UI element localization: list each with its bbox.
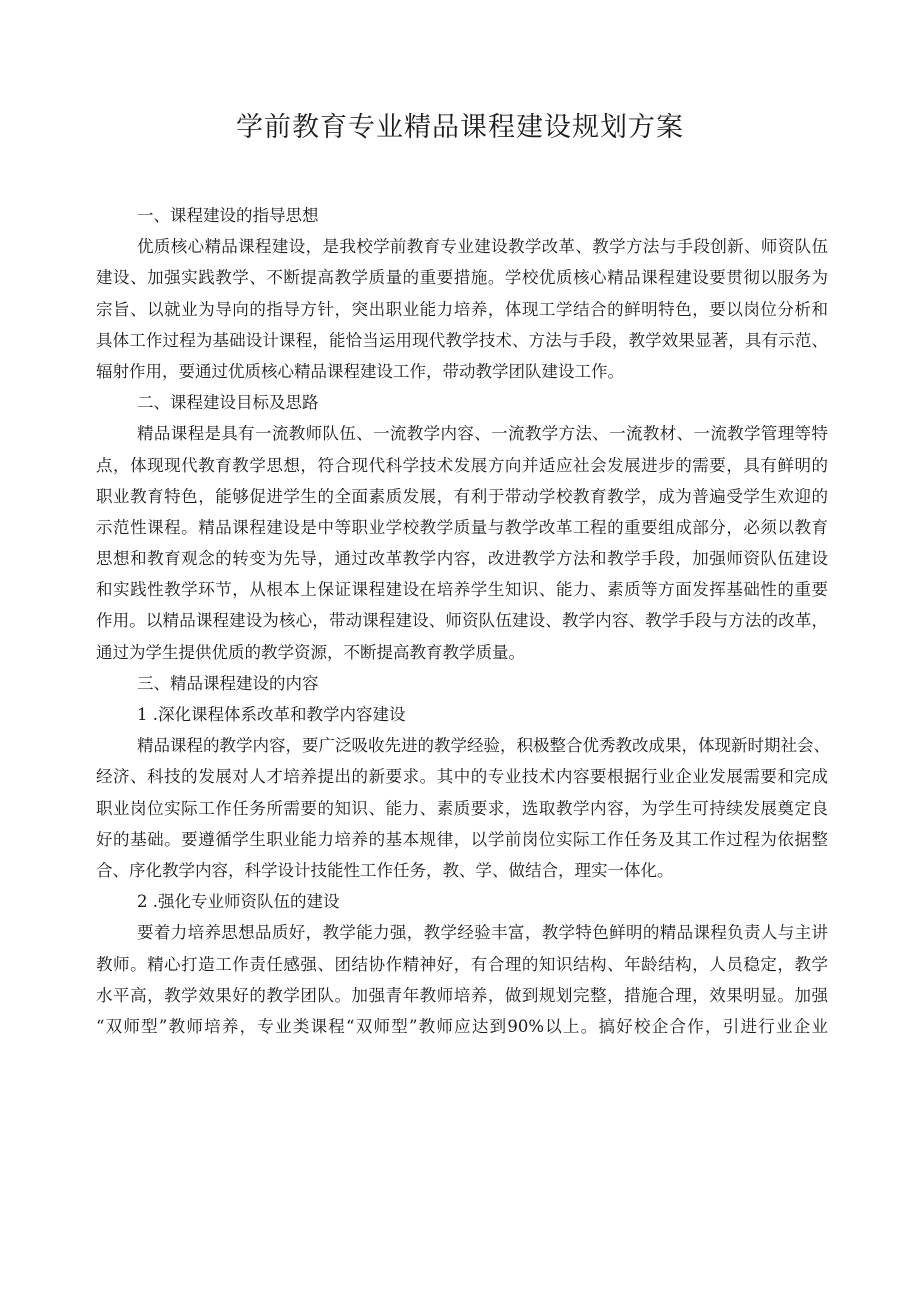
paragraph-line: 教师。精心打造工作责任感强、团结协作精神好，有合理的知识结构、年龄结构，人员稳定，教学: [96, 954, 828, 974]
section-heading: 一、课程建设的指导思想: [137, 206, 319, 225]
paragraph-line: 点，体现现代教育教学思想，符合现代科学技术发展方向并适应社会发展进步的需要，具有鲜明的: [96, 455, 828, 475]
document-title: 学前教育专业精品课程建设规划方案: [236, 112, 684, 143]
section-heading: 三、精品课程建设的内容: [137, 673, 319, 693]
paragraph-line: 水平高，教学效果好的教学团队。加强青年教师培养，做到规划完整，措施合理，效果明显。加强: [96, 985, 828, 1005]
paragraph-line: 作用。以精品课程建设为核心，带动课程建设、师资队伍建设、教学内容、教学手段与方法的改革，: [96, 611, 828, 631]
paragraph-line: 优质核心精品课程建设，是我校学前教育专业建设教学改革、教学方法与手段创新、师资队伍: [137, 237, 828, 257]
subsection-heading: 2 .强化专业师资队伍的建设: [137, 892, 340, 912]
paragraph-line: 通过为学生提供优质的教学资源，不断提高教育教学质量。: [96, 642, 525, 662]
subsection-heading: 1 .深化课程体系改革和教学内容建设: [137, 705, 406, 724]
paragraph-line: 和实践性教学环节，从根本上保证课程建设在培养学生知识、能力、素质等方面发挥基础性的重要: [96, 580, 828, 600]
paragraph-line: 思想和教育观念的转变为先导，通过改革教学内容，改进教学方法和教学手段，加强师资队伍建设: [96, 549, 828, 569]
paragraph-line: 好的基础。要遵循学生职业能力培养的基本规律，以学前岗位实际工作任务及其工作过程为依据整: [96, 829, 828, 849]
paragraph-line: 经济、科技的发展对人才培养提出的新要求。其中的专业技术内容要根据行业企业发展需要和完成: [96, 767, 828, 787]
section-heading: 二、课程建设目标及思路: [137, 393, 319, 413]
document-body: [96, 200, 828, 1042]
paragraph-line: 要着力培养思想品质好，教学能力强，教学经验丰富，教学特色鲜明的精品课程负责人与主讲: [137, 923, 828, 943]
paragraph-line: 职业教育特色，能够促进学生的全面素质发展，有利于带动学校教育教学，成为普遍受学生欢迎的: [96, 486, 828, 506]
paragraph-line: 职业岗位实际工作任务所需要的知识、能力、素质要求，选取教学内容，为学生可持续发展奠定良: [96, 798, 828, 818]
paragraph-line: 精品课程的教学内容，要广泛吸收先进的教学经验，积极整合优秀教改成果，体现新时期社会、: [137, 736, 830, 756]
paragraph-line: 辐射作用，要通过优质核心精品课程建设工作，带动教学团队建设工作。: [96, 361, 624, 381]
paragraph-line: 建设、加强实践教学、不断提高教学质量的重要措施。学校优质核心精品课程建设要贯彻以服务为: [96, 268, 828, 288]
paragraph-line: 示范性课程。精品课程建设是中等职业学校教学质量与教学改革工程的重要组成部分，必须以教育: [96, 517, 828, 537]
paragraph-line: 具体工作过程为基础设计课程，能恰当运用现代教学技术、方法与手段，教学效果显著，具有示范、: [96, 330, 828, 350]
paragraph-line: 精品课程是具有一流教师队伍、一流教学内容、一流教学方法、一流教材、一流教学管理等特: [137, 424, 828, 444]
paragraph-line: 合、序化教学内容，科学设计技能性工作任务，教、学、做结合，理实一体化。: [96, 860, 674, 880]
paragraph-line: 宗旨、以就业为导向的指导方针，突出职业能力培养，体现工学结合的鲜明特色，要以岗位分析和: [96, 299, 828, 319]
paragraph-line: “双师型”教师培养，专业类课程“双师型”教师应达到90%以上。搞好校企合作，引进行业企业: [96, 1016, 828, 1036]
